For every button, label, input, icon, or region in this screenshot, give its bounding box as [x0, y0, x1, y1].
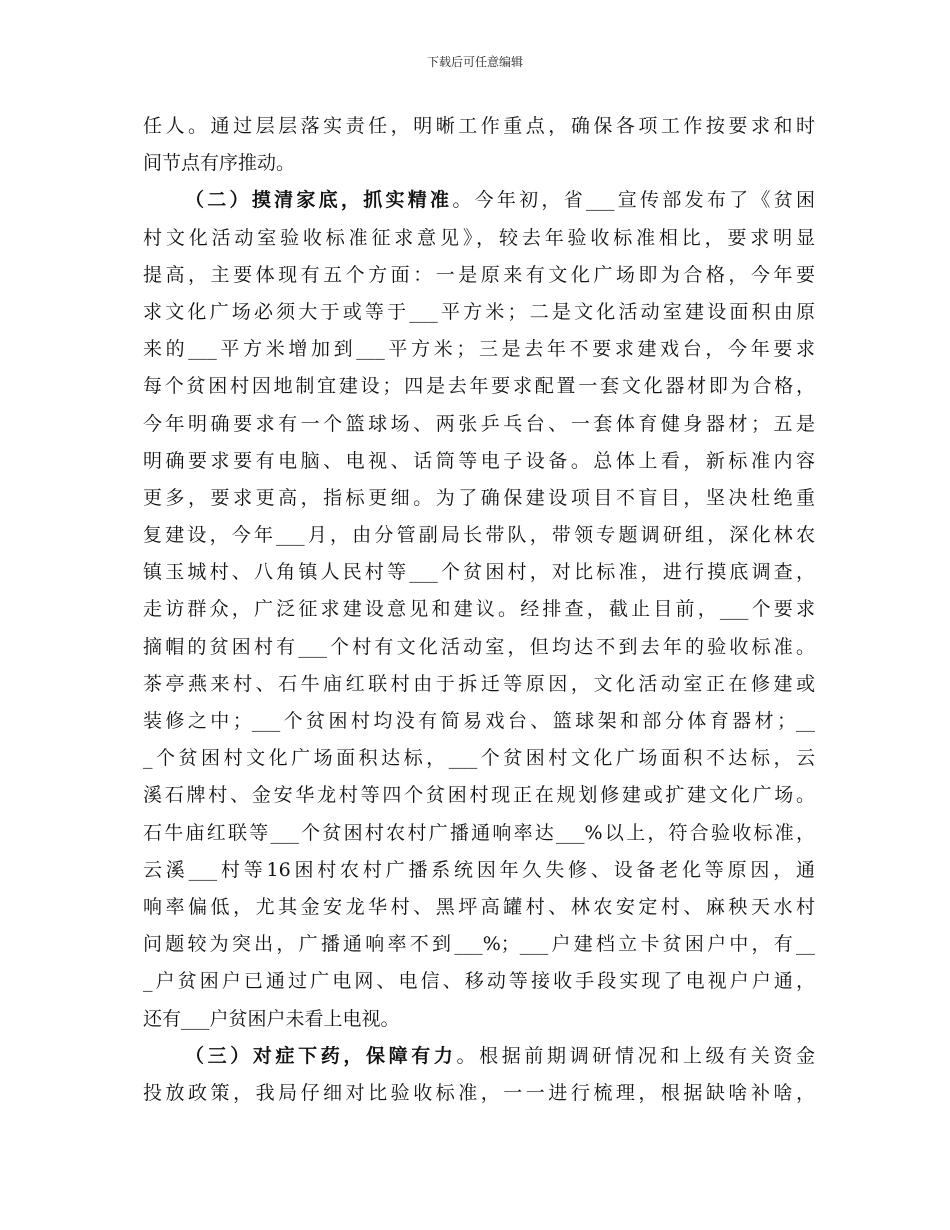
paragraph-line: 走访群众，广泛征求建设意见和建议。经排查，截止目前，___个要求 — [143, 598, 815, 621]
paragraph-line: 任人。通过层层落实责任，明晰工作重点，确保各项工作按要求和时 — [143, 115, 815, 137]
paragraph-line: 提高，主要体现有五个方面：一是原来有文化广场即为合格，今年要 — [143, 263, 815, 286]
paragraph-line: 明确要求要有电脑、电视、话筒等电子设备。总体上看，新标准内容 — [143, 449, 815, 472]
section-heading-line: （二）摸清家底，抓实精准。今年初，省___宣传部发布了《贫困 — [185, 189, 815, 212]
paragraph-line: 溪石牌村、金安华龙村等四个贫困村现正在规划修建或扩建文化广场。 — [143, 784, 815, 807]
paragraph-line: 来的___平方米增加到___平方米；三是去年不要求建戏台，今年要求 — [143, 338, 815, 361]
document-body — [143, 108, 815, 1112]
paragraph-line: 村文化活动室验收标准征求意见》，较去年验收标准相比，要求明显 — [143, 226, 815, 249]
paragraph-line: 求文化广场必须大于或等于___平方米；二是文化活动室建设面积由原 — [143, 300, 815, 323]
paragraph-line: 更多，要求更高，指标更细。为了确保建设项目不盲目，坚决杜绝重 — [143, 486, 815, 509]
section-heading-line: （三）对症下药，保障有力。根据前期调研情况和上级有关资金 — [185, 1044, 815, 1067]
page-header-note: 下载后可任意编辑 — [426, 55, 523, 69]
paragraph-line: 问题较为突出，广播通响率不到___%；___户建档立卡贫困户中，有__ — [143, 933, 815, 956]
paragraph-line: 云溪___村等16困村农村广播系统因年久失修、设备老化等原因，通 — [143, 858, 815, 881]
paragraph-line: 响率偏低，尤其金安龙华村、黑坪高罐村、林农安定村、麻秧天水村 — [143, 895, 815, 918]
paragraph-line: 茶亭燕来村、石牛庙红联村由于拆迁等原因，文化活动室正在修建或 — [143, 672, 815, 695]
paragraph-line: 投放政策，我局仔细对比验收标准，一一进行梳理，根据缺啥补啥， — [143, 1081, 815, 1104]
paragraph-line: 装修之中；___个贫困村均没有简易戏台、篮球架和部分体育器材；__ — [143, 710, 815, 732]
section-heading: （二）摸清家底，抓实精准 — [185, 189, 453, 212]
paragraph-line: 间节点有序推动。 — [143, 152, 296, 175]
paragraph-line: 今年明确要求有一个篮球场、两张乒乓台、一套体育健身器材；五是 — [143, 412, 815, 435]
paragraph-line: _户贫困户已通过广电网、电信、移动等接收手段实现了电视户户通， — [143, 970, 815, 993]
paragraph-line: 复建设，今年___月，由分管副局长带队，带领专题调研组，深化林农 — [143, 524, 815, 547]
paragraph-line: 每个贫困村因地制宜建设；四是去年要求配置一套文化器材即为合格， — [143, 375, 815, 398]
paragraph-line: 镇玉城村、八角镇人民村等___个贫困村，对比标准，进行摸底调查， — [143, 561, 815, 584]
section-heading: （三）对症下药，保障有力 — [185, 1044, 457, 1067]
paragraph-line: 摘帽的贫困村有___个村有文化活动室，但均达不到去年的验收标准。 — [143, 635, 815, 658]
paragraph-line: 石牛庙红联等___个贫困村农村广播通响率达___%以上，符合验收标准， — [143, 821, 815, 844]
paragraph-line: _个贫困村文化广场面积达标，___个贫困村文化广场面积不达标，云 — [143, 747, 815, 770]
paragraph-line: 还有___户贫困户未看上电视。 — [143, 1007, 400, 1030]
